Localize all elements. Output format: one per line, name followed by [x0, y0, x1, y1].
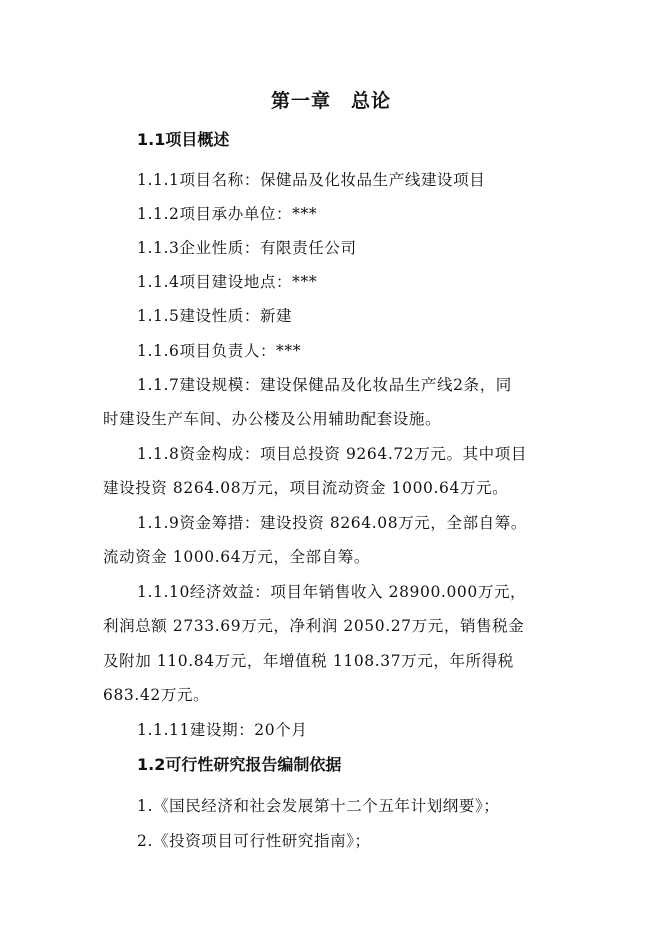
item-construction-scale-line1: 1.1.7建设规模：建设保健品及化妆品生产线2条，同: [137, 376, 512, 394]
basis-item-1: 1.《国民经济和社会发展第十二个五年计划纲要》；: [137, 797, 500, 815]
item-fund-raising-line1: 1.1.9资金筹措：建设投资 8264.08万元，全部自筹。: [137, 514, 527, 532]
item-economic-benefit-line4: 683.42万元。: [103, 686, 210, 704]
item-enterprise-nature: 1.1.3企业性质：有限责任公司: [137, 239, 357, 257]
chapter-title: 第一章 总论: [270, 90, 391, 112]
item-undertaking-unit: 1.1.2项目承办单位：***: [137, 205, 318, 223]
item-project-location: 1.1.4项目建设地点：***: [137, 273, 318, 291]
item-project-name: 1.1.1项目名称：保健品及化妆品生产线建设项目: [137, 171, 486, 189]
item-construction-nature: 1.1.5建设性质：新建: [137, 307, 293, 325]
item-construction-scale-line2: 时建设生产车间、办公楼及公用辅助配套设施。: [103, 410, 442, 428]
basis-item-2: 2.《投资项目可行性研究指南》；: [137, 832, 371, 850]
item-economic-benefit-line1: 1.1.10经济效益：项目年销售收入 28900.000万元，: [137, 583, 527, 601]
item-project-leader: 1.1.6项目负责人：***: [137, 342, 302, 360]
section-heading-1-2: 1.2可行性研究报告编制依据: [137, 755, 342, 774]
item-economic-benefit-line3: 及附加 110.84万元，年增值税 1108.37万元，年所得税: [103, 652, 514, 670]
item-fund-composition-line2: 建设投资 8264.08万元，项目流动资金 1000.64万元。: [103, 479, 509, 497]
item-fund-raising-line2: 流动资金 1000.64万元，全部自筹。: [103, 548, 371, 566]
section-heading-1-1: 1.1项目概述: [137, 130, 230, 149]
item-construction-period: 1.1.11建设期：20个月: [137, 721, 308, 739]
item-fund-composition-line1: 1.1.8资金构成：项目总投资 9264.72万元。其中项目: [137, 445, 527, 463]
item-economic-benefit-line2: 利润总额 2733.69万元，净利润 2050.27万元，销售税金: [103, 617, 525, 635]
